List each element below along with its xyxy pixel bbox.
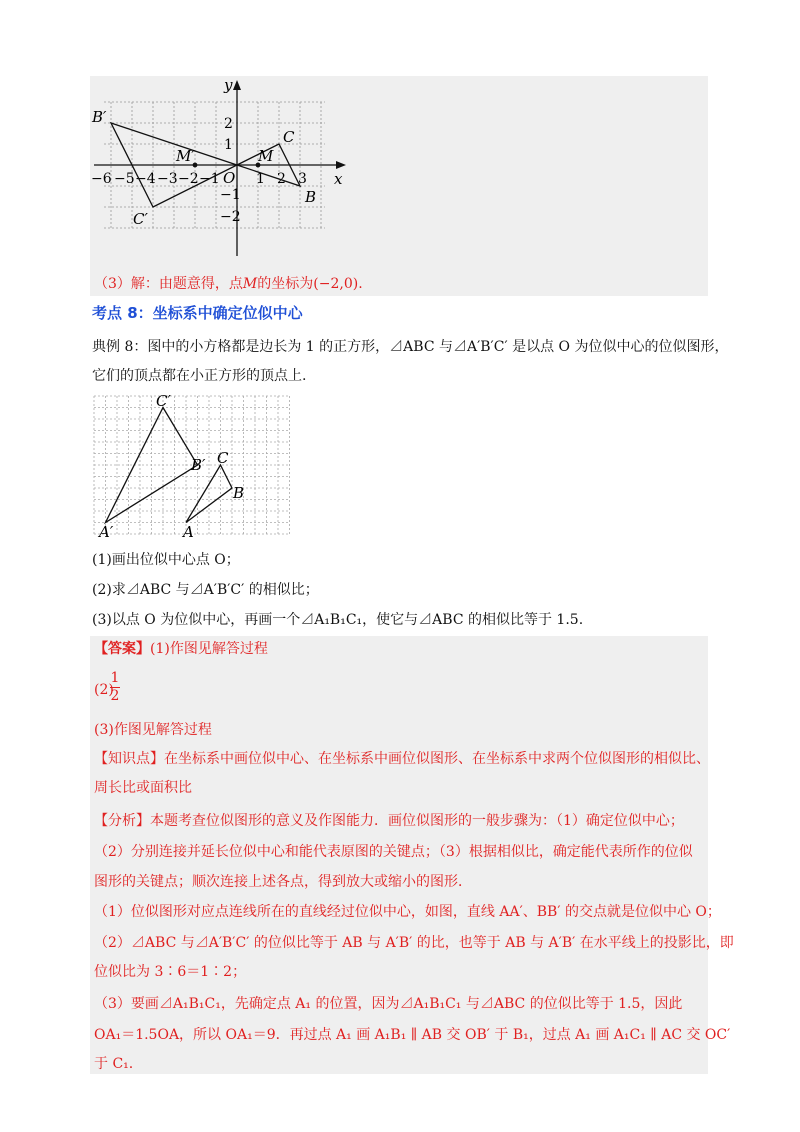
question-1: (1)画出位似中心点 O； — [92, 552, 240, 568]
x-tick: 1 — [256, 171, 265, 187]
x-tick: −1 — [199, 171, 220, 187]
label-c: C — [283, 128, 295, 146]
label-b-prime: B′ — [92, 108, 107, 126]
question-3: (3)以点 O 为位似中心，再画一个⊿A₁B₁C₁，使它与⊿ABC 的相似比等于 1.5. — [92, 612, 584, 628]
label-b-prime: B′ — [191, 456, 206, 474]
y-tick: 1 — [224, 137, 233, 153]
x-axis-label: x — [334, 170, 343, 188]
analysis-line: （2）分别连接并延长位似中心和能代表原图的关键点；（3）根据相似比，确定能代表所作的位似 — [94, 844, 693, 860]
x-tick: −2 — [178, 171, 199, 187]
section-8-title: 考点 8：坐标系中确定位似中心 — [92, 304, 303, 322]
answer-1: 【答案】(1)作图见解答过程 — [94, 641, 268, 657]
analysis-line: （1）位似图形对应点连线所在的直线经过位似中心，如图，直线 AA′、BB′ 的交点就是位似中心 O； — [94, 904, 721, 920]
label-m-prime: M′ — [176, 147, 195, 165]
x-tick: −6 — [91, 171, 112, 187]
label-m: M — [258, 147, 274, 165]
coordinate-graph — [90, 76, 390, 266]
y-axis-label: y — [224, 76, 233, 94]
answer-3: (3)作图见解答过程 — [94, 722, 212, 738]
analysis-line: 【分析】本题考查位似图形的意义及作图能力．画位似图形的一般步骤为：（1）确定位似中心； — [94, 813, 684, 829]
question-2: (2)求⊿ABC 与⊿A′B′C′ 的相似比； — [92, 582, 319, 598]
analysis-line: （3）要画⊿A₁B₁C₁，先确定点 A₁ 的位置，因为⊿A₁B₁C₁ 与⊿ABC 的位似比等于 1.5，因此 — [94, 996, 683, 1012]
x-tick: 2 — [277, 171, 286, 187]
knowledge-line2: 周长比或面积比 — [94, 780, 192, 796]
analysis-line: 于 C₁. — [94, 1056, 134, 1072]
similarity-graph — [90, 394, 300, 542]
solution-3: （3）解：由题意得，点M的坐标为(−2,0). — [94, 276, 363, 292]
analysis-line: 图形的关键点；顺次连接上述各点，得到放大或缩小的图形． — [94, 874, 472, 890]
label-c-prime: C′ — [133, 210, 148, 228]
label-b: B — [305, 188, 317, 206]
answer-2-prefix: (2) — [94, 682, 114, 698]
label-a-prime: A′ — [99, 523, 114, 541]
analysis-line: （2）⊿ABC 与⊿A′B′C′ 的位似比等于 AB 与 A′B′ 的比，也等于 AB 与 A′B′ 在水平线上的投影比，即 — [94, 935, 734, 951]
knowledge-line1: 【知识点】在坐标系中画位似中心、在坐标系中画位似图形、在坐标系中求两个位似图形的相似比、 — [94, 751, 710, 767]
label-a: A — [183, 523, 194, 541]
analysis-line: 位似比为 3∶6＝1∶2； — [94, 964, 247, 980]
x-tick: −5 — [114, 171, 135, 187]
y-tick: 2 — [224, 116, 233, 132]
example-8-line2: 它们的顶点都在小正方形的顶点上. — [92, 368, 307, 384]
x-tick: −3 — [157, 171, 178, 187]
analysis-line: OA₁＝1.5OA，所以 OA₁＝9．再过点 A₁ 画 A₁B₁ ∥ AB 交 OB′ 于 B₁，过点 A₁ 画 A₁C₁ ∥ AC 交 OC′ — [94, 1027, 731, 1043]
y-tick: −2 — [220, 209, 241, 225]
label-c: C — [217, 449, 229, 467]
example-8-line1: 典例 8：图中的小方格都是边长为 1 的正方形，⊿ABC 与⊿A′B′C′ 是以点 O 为位似中心的位似图形， — [92, 339, 729, 355]
x-tick: 3 — [298, 171, 307, 187]
label-c-prime: C′ — [156, 394, 171, 410]
answer-2-fraction: 1 2 — [110, 670, 120, 704]
label-b: B — [233, 484, 245, 502]
y-tick: −1 — [220, 187, 241, 203]
x-tick: −4 — [135, 171, 156, 187]
origin-label: O — [223, 169, 236, 187]
